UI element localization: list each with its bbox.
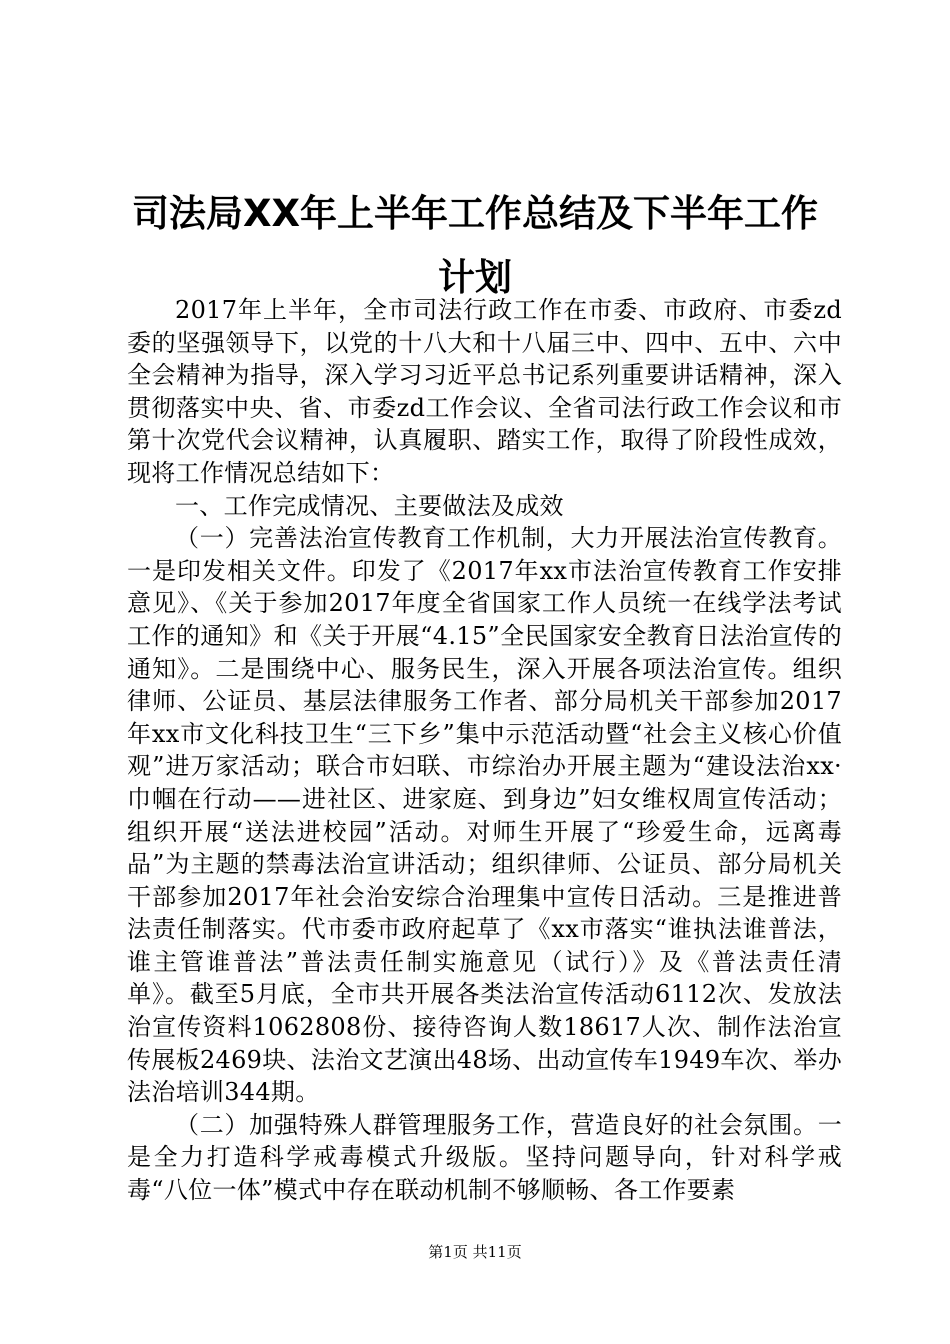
- page-number-footer: 第1页 共11页: [428, 1243, 522, 1261]
- paragraph-legal-education: （一）完善法治宣传教育工作机制，大力开展法治宣传教育。一是印发相关文件。印发了《2017年xx市法治宣传教育工作安排意见》、《关于参加2017年度全省国家工作人员统一在线学法考试工作的通知》和《关于开展“4.15”全民国家安全教育日法治宣传的通知》。二是围绕中心、服务民生，深入开展各项法治宣传。组织律师、公证员、基层法律服务工作者、部分局机关干部参加2017年xx市文化科技卫生“三下乡”集中示范活动暨“社会主义核心价值观”进万家活动；联合市妇联、市综治办开展主题为“建设法治xx·巾帼在行动——进社区、进家庭、到身边”妇女维权周宣传活动；组织开展“送法进校园”活动。对师生开展了“珍爱生命，远离毒品”为主题的禁毒法治宣讲活动；组织律师、公证员、部分局机关干部参加2017年社会治安综合治理集中宣传日活动。三是推进普法责任制落实。代市委市政府起草了《xx市落实“谁执法谁普法，谁主管谁普法”普法责任制实施意见（试行）》及《普法责任清单》。截至5月底，全市共开展各类法治宣传活动6112次、发放法治宣传资料1062808份、接待咨询人数18617人次、制作法治宣传展板2469块、法治文艺演出48场、出动宣传车1949车次、举办法治培训344期。: [127, 524, 842, 1107]
- document-title: 司法局XX年上半年工作总结及下半年工作计划: [131, 192, 819, 299]
- document-body: [127, 294, 842, 1207]
- paragraph-intro: 2017年上半年，全市司法行政工作在市委、市政府、市委zd委的坚强领导下，以党的十八大和十八届三中、四中、五中、六中全会精神为指导，深入学习习近平总书记系列重要讲话精神，深入贯彻落实中央、省、市委zd工作会议、全省司法行政工作会议和市第十次党代会议精神，认真履职、踏实工作，取得了阶段性成效，现将工作情况总结如下：: [127, 296, 842, 487]
- paragraph-special-groups: （二）加强特殊人群管理服务工作，营造良好的社会氛围。一是全力打造科学戒毒模式升级版。坚持问题导向，针对科学戒毒“八位一体”模式中存在联动机制不够顺畅、各工作要素: [127, 1110, 842, 1205]
- section-heading: 一、工作完成情况、主要做法及成效: [175, 491, 564, 520]
